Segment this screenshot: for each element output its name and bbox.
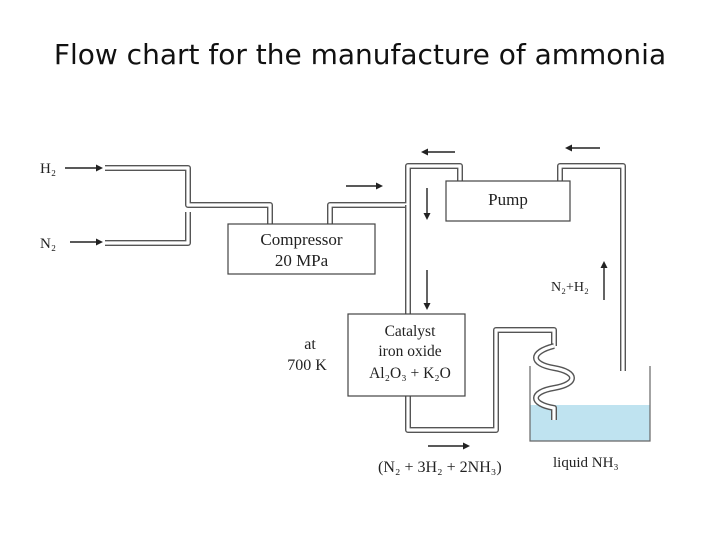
arrow-up-recycle [601,261,608,300]
arrow-to-converter-top [346,183,383,190]
arrow-h2-in [65,165,103,172]
catalyst-iron-oxide: iron oxide [378,343,442,360]
arrow-n2-in [70,239,103,246]
arrow-down-2 [424,270,431,310]
n2-input-label: N₂ [40,236,57,252]
compressor-label: Compressor [260,230,343,249]
condition-at: at [304,336,316,353]
compressor-pressure: 20 MPa [274,251,329,270]
catalyst-label: Catalyst [384,323,436,340]
recycle-gas-label: N₂+H₂ [551,280,589,295]
condition-temperature: 700 K [287,357,327,374]
catalyst-promoters: Al₂O₃ + K₂O [369,365,451,382]
pump-label: Pump [488,190,528,209]
outlet-mixture-label: (N₂ + 3H₂ + 2NH₃) [378,459,502,476]
arrow-down-1 [424,188,431,220]
page-title: Flow chart for the manufacture of ammonia [53,38,667,71]
arrow-bottom-right [428,443,470,450]
arrow-left-top-mid [421,149,455,156]
h2-input-label: H₂ [40,161,57,177]
arrow-left-top-right [565,145,600,152]
liquid-ammonia-tank [530,405,650,441]
liquid-ammonia-label: liquid NH₃ [553,455,619,471]
